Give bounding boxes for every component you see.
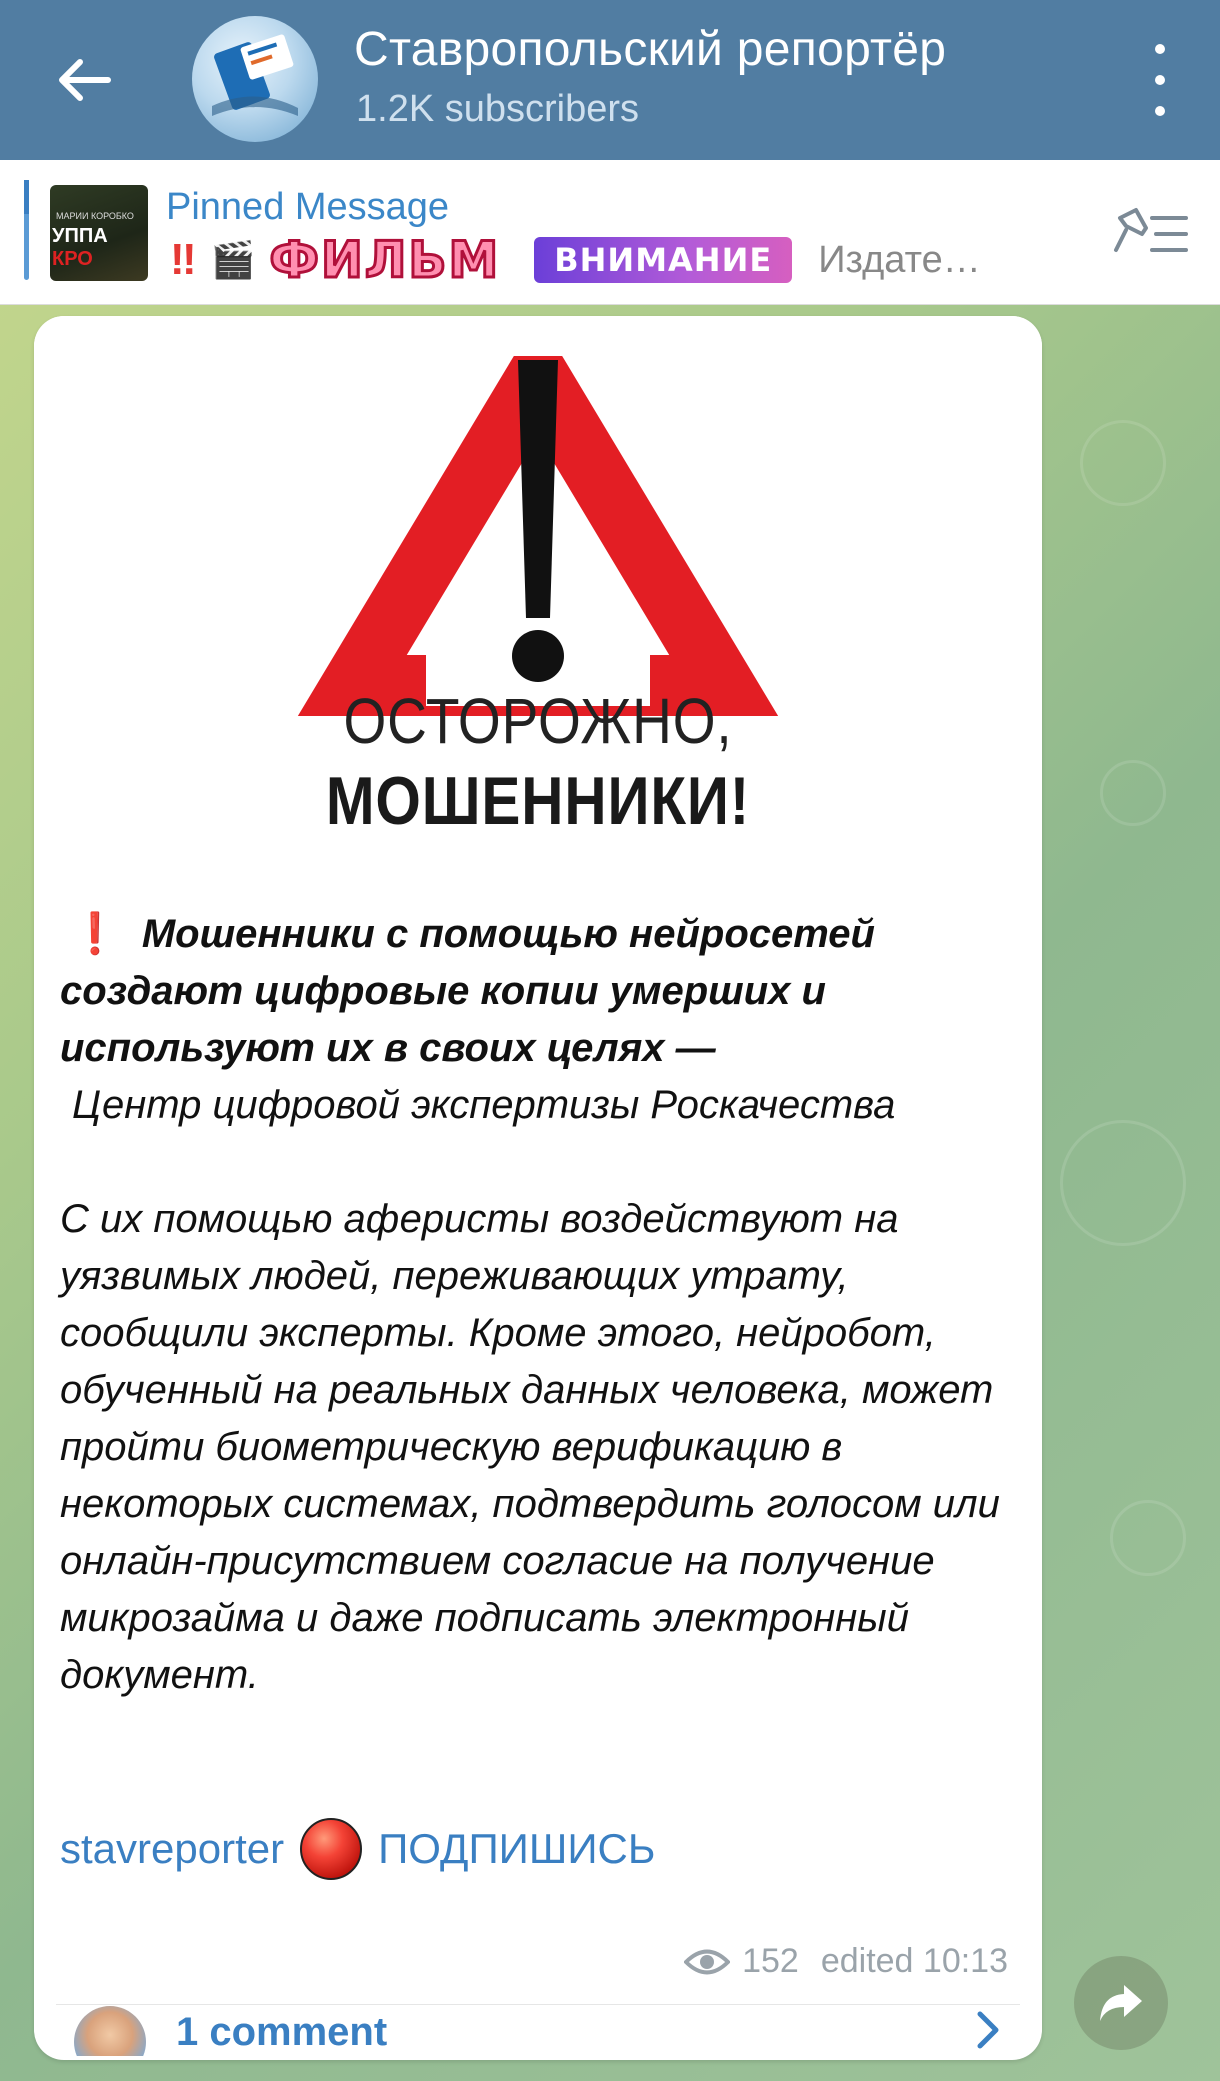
view-count: 152: [742, 1942, 799, 1980]
channel-post[interactable]: [34, 316, 1042, 2060]
pinned-preview-text: Издате…: [818, 238, 981, 281]
clapper-board-icon: 🎬: [210, 239, 256, 280]
warning-triangle-icon: [34, 356, 1042, 716]
pinned-thumbnail: [50, 185, 148, 281]
avatar-image: [74, 2006, 146, 2056]
arrow-left-icon: [56, 58, 112, 102]
thumbnail-caption: МАРИИ КОРОБКО: [56, 211, 134, 221]
dot-icon: [1155, 75, 1165, 85]
background-doodle: [1060, 1120, 1186, 1246]
eye-icon: [684, 1947, 730, 1977]
channel-avatar[interactable]: [192, 16, 318, 142]
chat-header: [0, 0, 1220, 160]
background-doodle: [1110, 1500, 1186, 1576]
subscribe-link[interactable]: ПОДПИШИСЬ: [378, 1825, 656, 1872]
pinned-indicator: [24, 180, 29, 280]
exclamation-icon: ❗: [70, 912, 120, 956]
post-text: [60, 906, 1040, 1704]
post-signature: [60, 1818, 655, 1880]
background-doodle: [1100, 760, 1166, 826]
dot-icon: [1155, 106, 1165, 116]
pin-list-icon: [1112, 204, 1192, 264]
double-exclamation-icon: ‼: [170, 235, 197, 284]
edited-time: edited 10:13: [820, 1942, 1008, 1980]
more-menu-button[interactable]: [1140, 44, 1180, 116]
pinned-preview: [170, 231, 981, 289]
thumbnail-title-b: КРО: [52, 248, 93, 270]
red-circle-icon: [300, 1818, 362, 1880]
film-sticker-text: ФИЛЬМ: [269, 231, 501, 289]
post-body: С их помощью аферисты воздействуют на уязвимых людей, переживающих утрату, сообщили эксперты. Кроме этого, нейробот, обученный на реальных данных человека, может пройти биометрическую верификацию в некоторых системах, подтвердить голосом или онлайн-присутствием согласие на получение микрозайма и даже подписать электронный документ.: [60, 1197, 1000, 1697]
share-arrow-icon: [1096, 1981, 1146, 2025]
channel-logo-icon: [192, 16, 318, 142]
pinned-label: Pinned Message: [166, 186, 450, 228]
pinned-list-button[interactable]: [1112, 204, 1192, 264]
attention-badge: ВНИМАНИЕ: [534, 237, 792, 283]
commenter-avatar: [74, 2006, 146, 2056]
headline-text: Мошенники с помощью нейросетей создают цифровые копии умерших и используют их в своих целях —: [60, 912, 875, 1070]
chevron-right-icon: [972, 2010, 1002, 2050]
background-doodle: [1080, 420, 1166, 506]
post-meta: [684, 1942, 1008, 1981]
back-button[interactable]: [44, 42, 124, 118]
image-caption-line1: ОСТОРОЖНО,: [343, 685, 733, 757]
post-headline: [60, 906, 1040, 1077]
thumbnail-title: [52, 225, 148, 271]
share-button[interactable]: [1074, 1956, 1168, 2050]
channel-link[interactable]: stavreporter: [60, 1825, 285, 1872]
comments-divider: [56, 2004, 1020, 2005]
thumbnail-title-a: УППА: [52, 225, 108, 247]
subscriber-count: 1.2K subscribers: [356, 88, 640, 130]
post-image[interactable]: [34, 316, 1042, 888]
dot-icon: [1155, 44, 1165, 54]
channel-title[interactable]: Ставропольский репортёр: [354, 23, 947, 76]
comments-button[interactable]: [34, 2006, 1042, 2060]
comment-count[interactable]: 1 comment: [176, 2010, 388, 2054]
image-caption-line2: МОШЕННИКИ!: [325, 763, 751, 839]
post-source: Центр цифровой экспертизы Роскачества: [72, 1083, 896, 1127]
pinned-message-bar[interactable]: [0, 160, 1220, 305]
